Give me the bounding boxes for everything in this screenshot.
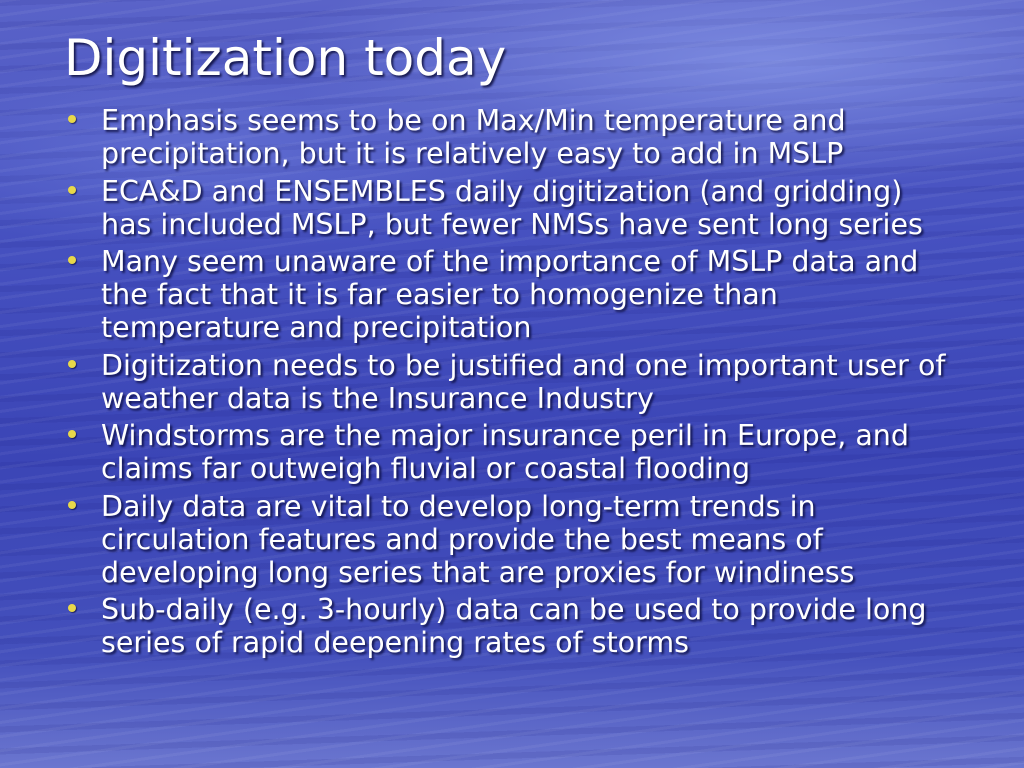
bullet-list xyxy=(64,104,954,664)
bullet-text: ECA&D and ENSEMBLES daily digitization (and gridding) has included MSLP, but fewer NMSs have sent long series xyxy=(101,174,923,241)
bullet-item xyxy=(64,104,954,170)
bullet-text: Many seem unaware of the importance of MSLP data and the fact that it is far easier to homogenize than temperature and precipitation xyxy=(101,245,919,344)
bullet-dot-icon xyxy=(68,186,76,194)
bullet-text: Digitization needs to be justified and one important user of weather data is the Insurance Industry xyxy=(101,348,946,415)
slide-title: Digitization today xyxy=(64,29,507,87)
bullet-item xyxy=(64,419,954,485)
bullet-item xyxy=(64,175,954,241)
bullet-item xyxy=(64,245,954,344)
bullet-text: Daily data are vital to develop long-term trends in circulation features and provide the best means of developing long series that are proxies for windiness xyxy=(101,489,855,589)
bullet-dot-icon xyxy=(68,604,76,612)
bullet-dot-icon xyxy=(68,256,76,264)
bullet-text: Emphasis seems to be on Max/Min temperature and precipitation, but it is relatively easy to add in MSLP xyxy=(101,104,846,170)
bullet-item xyxy=(64,349,954,415)
bullet-item xyxy=(64,490,954,589)
bullet-item xyxy=(64,593,954,659)
bullet-text: Sub-daily (e.g. 3-hourly) data can be used to provide long series of rapid deepening rates of storms xyxy=(101,593,927,659)
bullet-text: Windstorms are the major insurance peril in Europe, and claims far outweigh fluvial or coastal flooding xyxy=(101,419,909,485)
bullet-dot-icon xyxy=(68,501,76,509)
bullet-dot-icon xyxy=(68,115,76,123)
bullet-dot-icon xyxy=(68,430,76,438)
bullet-dot-icon xyxy=(68,360,76,368)
